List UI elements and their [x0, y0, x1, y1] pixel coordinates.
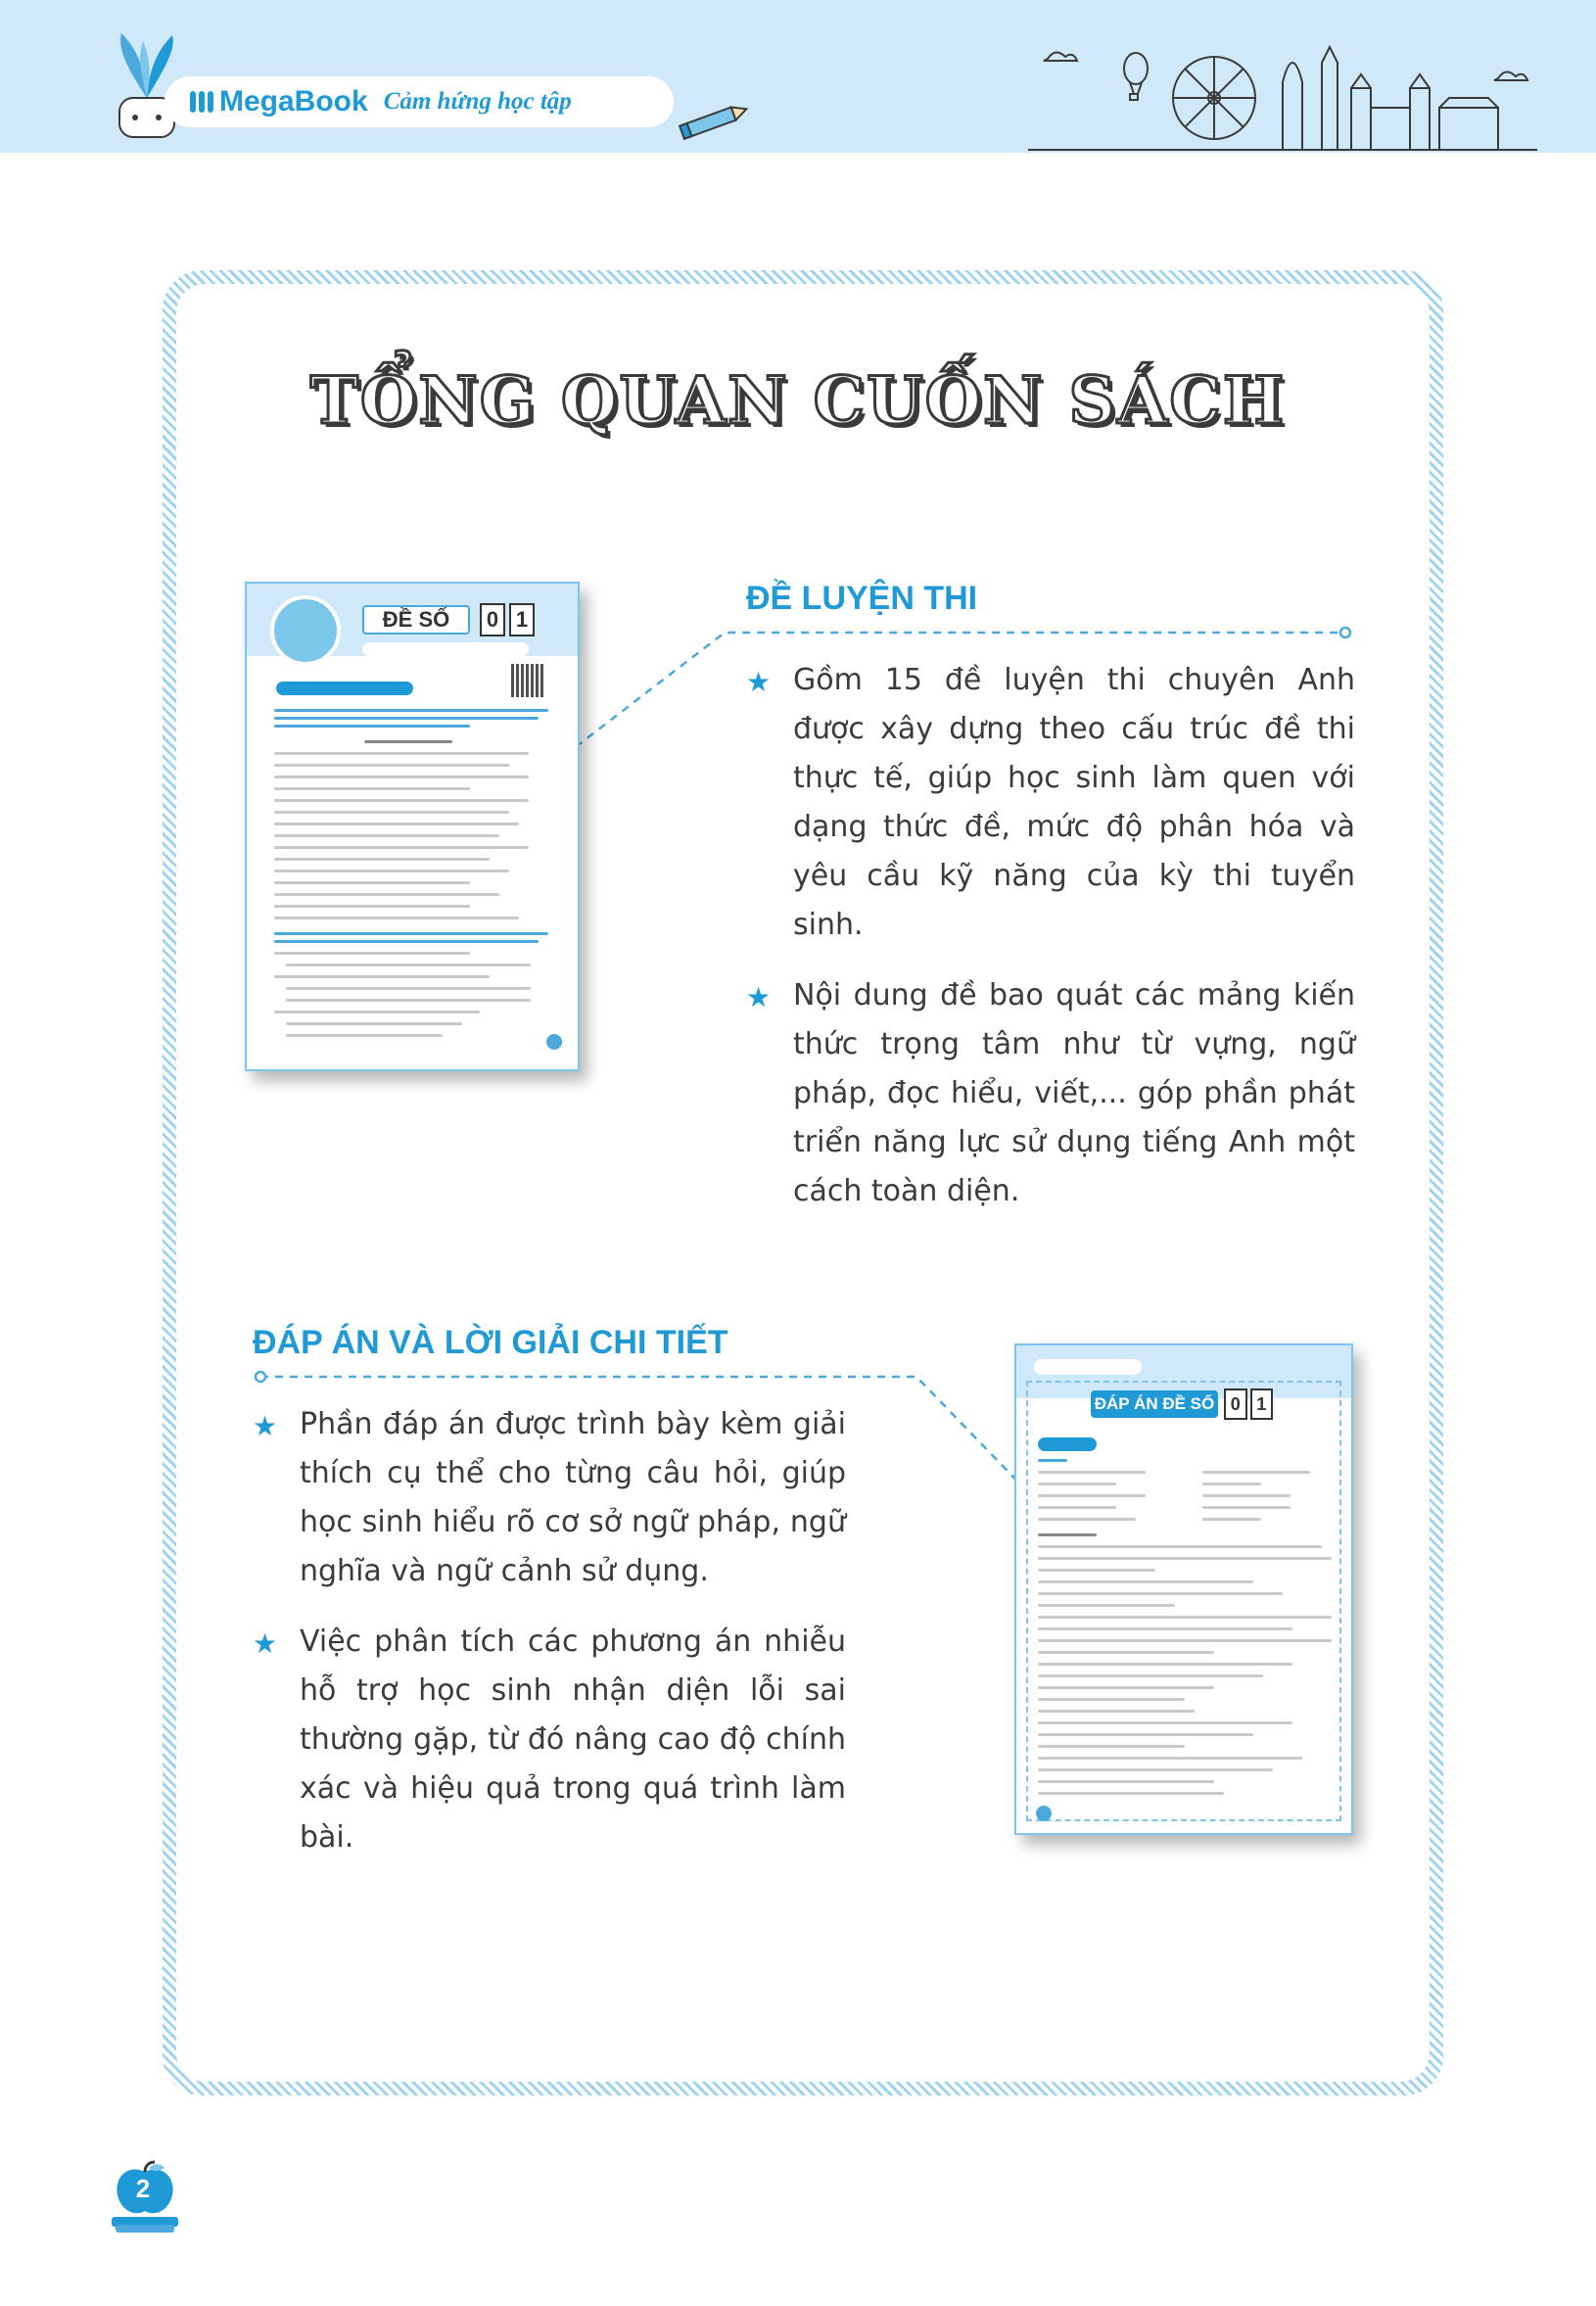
brand-name: MegaBook: [219, 85, 368, 118]
thumbnail-brand: [1034, 1359, 1142, 1375]
section2-bullets: [253, 1400, 846, 1884]
thumbnail-section-bar: [276, 682, 413, 695]
section-heading-dap-an: ĐÁP ÁN VÀ LỜI GIẢI CHI TIẾT: [253, 1324, 728, 1361]
thumbnail-number: 0 1: [480, 603, 535, 636]
thumbnail-subtitle: [362, 642, 529, 656]
thumbnail-title: ĐÁP ÁN ĐỀ SỐ: [1091, 1390, 1218, 1418]
thumbnail-corner-icon: [546, 1034, 562, 1050]
star-icon: ★: [746, 666, 772, 698]
exam-page-thumbnail: [245, 582, 580, 1071]
star-icon: ★: [253, 1627, 278, 1660]
answer-page-thumbnail: [1014, 1343, 1353, 1835]
section1-bullets: [746, 656, 1355, 1238]
page-number: 2: [135, 2174, 151, 2203]
qr-code-icon: [511, 664, 544, 697]
city-skyline-icon: [1028, 20, 1537, 151]
list-item: ★ Phần đáp án được trình bày kèm giải thích cụ thể cho từng câu hỏi, giúp học sinh hiểu rõ cơ sở ngữ pháp, ngữ nghĩa và ngữ cảnh sử dụng.: [253, 1400, 846, 1596]
page-title: TỔNG QUAN CUỐN SÁCH: [309, 362, 1287, 439]
section-heading-de-luyen-thi: ĐỀ LUYỆN THI: [746, 580, 978, 617]
list-item: ★ Nội dung đề bao quát các mảng kiến thức trọng tâm như từ vựng, ngữ pháp, đọc hiểu, viết,... góp phần phát triển năng lực sử dụng tiếng Anh một cách toàn diện.: [746, 971, 1355, 1216]
list-item: ★ Việc phân tích các phương án nhiễu hỗ trợ học sinh nhận diện lỗi sai thường gặp, từ đó nâng cao độ chính xác và hiệu quả trong quá trình làm bài.: [253, 1618, 846, 1862]
book-reader-icon: [270, 595, 341, 666]
list-item: ★ Gồm 15 đề luyện thi chuyên Anh được xây dựng theo cấu trúc đề thi thực tế, giúp học sinh làm quen với dạng thức đề, mức độ phân hóa và yêu cầu kỹ năng của kỳ thi tuyển sinh.: [746, 656, 1355, 950]
brand-tagline: Cảm hứng học tập: [383, 88, 572, 115]
thumbnail-title: ĐỀ SỐ: [362, 605, 470, 635]
logo-bars-icon: [190, 91, 213, 113]
page-header: [0, 0, 1596, 153]
star-icon: ★: [746, 981, 772, 1013]
brand-pill: [164, 76, 674, 127]
thumbnail-number: 0 1: [1224, 1388, 1273, 1420]
pencil-icon: [676, 98, 754, 141]
thumbnail-section-bar: [1038, 1437, 1097, 1451]
star-icon: ★: [253, 1410, 278, 1442]
megabook-logo: [190, 85, 368, 118]
thumbnail-corner-icon: [1036, 1806, 1052, 1821]
